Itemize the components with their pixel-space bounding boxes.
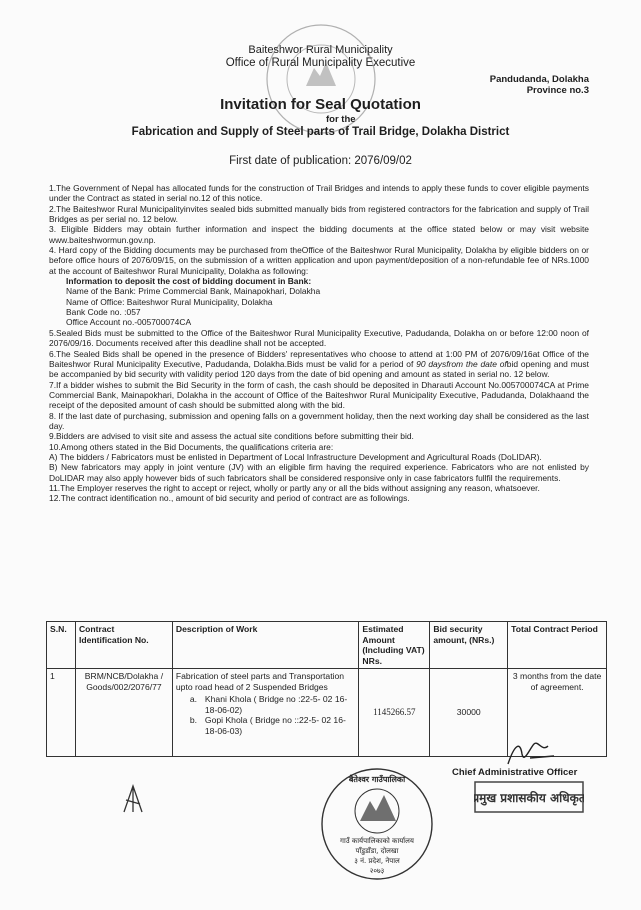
- item-letter: a.: [189, 694, 198, 704]
- col-period: Total Contract Period: [508, 622, 607, 669]
- work-description: Fabrication of steel parts and Transportation upto road head of 2 Suspended Bridges: [175, 671, 345, 692]
- seal-year-text: २०७३: [369, 867, 385, 875]
- clause-10: 10.Among others stated in the Bid Documents, the qualifications criteria are:: [49, 441, 334, 452]
- item-text: Gopi Khola ( Bridge no ::22-5- 02 16- 18-06-03): [204, 715, 346, 736]
- clause-10-b: B) New fabricators may apply in joint venture (JV) with an eligible firm having the required experience. Fabricators who are not enlisted by DoLIDAR may also apply however bids of such fabricators shall be considered responsive only in case fabricators fullfil the requirements.: [49, 462, 589, 483]
- clause-6-part-2: bid opening and must be accompanied by bid security with validity period 120 days from the date of bid opening and amount as stated in serial no. 12 below.: [49, 358, 589, 380]
- notice-subtitle: Fabrication and Supply of Steel parts of Trail Bridge, Dolakha District: [131, 126, 510, 138]
- seal-middle-text: गाउँ कार्यपालिकाको कार्यालय: [340, 837, 414, 845]
- address-line-2: Province no.3: [526, 85, 589, 96]
- clause-1: 1.The Government of Nepal has allocated funds for the construction of Trail Bridges and intends to apply these funds to cover eligible payments under the Contract as stated in serial no.12 of this notice.: [49, 183, 589, 204]
- bank-name: Name of the Bank: Prime Commercial Bank, Mainapokhari, Dolakha: [66, 286, 321, 297]
- cell-estimated-amount: [359, 669, 430, 757]
- clause-10-a: A) The bidders / Fabricators must be enlisted in Department of Local Infrastructure Development and Agricultural Roads (DoLIDAR).: [49, 451, 542, 462]
- table-header-row: [47, 622, 607, 669]
- publication-date: First date of publication: 2076/09/02: [229, 155, 412, 167]
- contract-table: [46, 621, 607, 757]
- org-name: Baiteshwor Rural Municipality: [248, 44, 393, 56]
- cell-description: [172, 669, 359, 757]
- seal-top-text: बैतेश्वर गाउँपालिका: [348, 775, 406, 784]
- notice-title: Invitation for Seal Quotation: [220, 96, 421, 113]
- emblem-mark-icon: [118, 782, 148, 816]
- seal-place-text: पाँडुडाँडा, दोलखा: [355, 847, 399, 855]
- signatory-title: Chief Administrative Officer: [452, 767, 578, 778]
- clause-6-validity: 90 daysfrom the date of: [416, 358, 507, 369]
- cell-sn: 1: [47, 669, 76, 757]
- col-estimated-amount: Estimated Amount (Including VAT) NRs.: [359, 622, 430, 669]
- clause-9: 9.Bidders are advised to visit site and assess the actual site conditions before submitting their bid.: [49, 431, 414, 442]
- stamp-text: प्रमुख प्रशासकीय अधिकृत: [474, 791, 584, 805]
- signature-icon: [500, 738, 560, 768]
- item-text: Khani Khola ( Bridge no :22-5- 02 16- 18-06-02): [204, 694, 348, 715]
- stamp-border-icon: [474, 781, 584, 813]
- bank-code: Bank Code no. :057: [66, 307, 141, 318]
- col-bid-security: Bid security amount, (NRs.): [430, 622, 508, 669]
- clause-8: 8. If the last date of purchasing, submission and opening falls on a government holiday, then the next working day shall be considered as the last day.: [49, 410, 589, 431]
- office-account: Office Account no.-005700074CA: [66, 317, 192, 328]
- bank-info-heading: Information to deposit the cost of bidding document in Bank:: [66, 276, 312, 287]
- municipality-seal-bottom: [318, 765, 436, 883]
- cell-contract-id: BRM/NCB/Dolakha / Goods/002/2076/77: [75, 669, 172, 757]
- item-letter: b.: [189, 715, 198, 725]
- clause-5: 5.Sealed Bids must be submitted to the Office of the Baiteshwor Rural Municipality Executive, Padudanda, Dolakha on or before 12:00 noon of 2076/09/16. Documents received after this deadline shall not be accepted.: [49, 327, 589, 349]
- list-item: [176, 694, 356, 715]
- cell-period: 3 months from the date of agreement.: [508, 669, 607, 757]
- estimated-amount-value: 1145266.57: [373, 707, 416, 718]
- clause-6-part-1: 6.The Sealed Bids shall be opened in the presence of Bidders' representatives who choose to attend at 1:00 PM of 2076/09/16at Office of the Baiteshwor Rural Municipality Executive, Padudanda, Dolakha.Bids must be valid for a period of: [49, 348, 589, 369]
- clause-7: 7.If a bidder wishes to submit the Bid Security in the form of cash, the cash should be deposited in Dharauti Account No.005700074CA at Prime Commercial Bank, Mainapokhari, Dolakha in the account of Office of the Baiteshwor Rural Municipality Executive, Padudanda, Dolakhaand the receipt of the deposited amount of cash should be submitted along with the bid.: [49, 379, 589, 411]
- seal-province-text: ३ नं. प्रदेश, नेपाल: [354, 857, 400, 865]
- municipality-seal-top: [262, 20, 380, 138]
- for-the-label: for the: [326, 114, 356, 125]
- bridge-list: [176, 694, 356, 736]
- clause-11: 11.The Employer reserves the right to accept or reject, wholly or partly any or all the bids without assigning any reason, whatsoever.: [49, 482, 540, 493]
- notice-body: [49, 183, 589, 504]
- col-sn: S.N.: [47, 622, 76, 669]
- clause-3: 3. Eligible Bidders may obtain further information and inspect the bidding documents at the office stated below or may visit website www.baiteshwormun.gov.np.: [49, 224, 589, 245]
- office-name: Office of Rural Municipality Executive: [225, 57, 416, 69]
- col-description: Description of Work: [172, 622, 359, 669]
- list-item: [176, 715, 356, 736]
- col-contract-id: Contract Identification No.: [75, 622, 172, 669]
- office-name-line: Name of Office: Baiteshwor Rural Municipality, Dolakha: [66, 296, 273, 307]
- designation-stamp: [474, 781, 584, 813]
- bank-info: [49, 276, 589, 328]
- address-line-1: Pandudanda, Dolakha: [489, 74, 589, 85]
- clause-4: 4. Hard copy of the Bidding documents may be purchased from theOffice of the Baiteshwor Rural Municipality, Dolakha by eligible bidders on or before office hours of 2076/09/15, on the submission of a written application and upon payment/deposition of a non-refundable fee of NRs.1000 at the account of Baiteshwor Rural Municipality, Dolakha as following:: [49, 245, 589, 276]
- clause-12: 12.The contract identification no., amount of bid security and period of contract are as followings.: [49, 493, 410, 504]
- clause-6: [49, 349, 589, 380]
- clause-2: 2.The Baiteshwor Rural Municipalityinvites sealed bids submitted manually bids from registered contractors for the fabrication and supply of Trail Bridges as per serial no. 12 below.: [49, 203, 589, 225]
- cell-bid-security: 30000: [430, 669, 508, 757]
